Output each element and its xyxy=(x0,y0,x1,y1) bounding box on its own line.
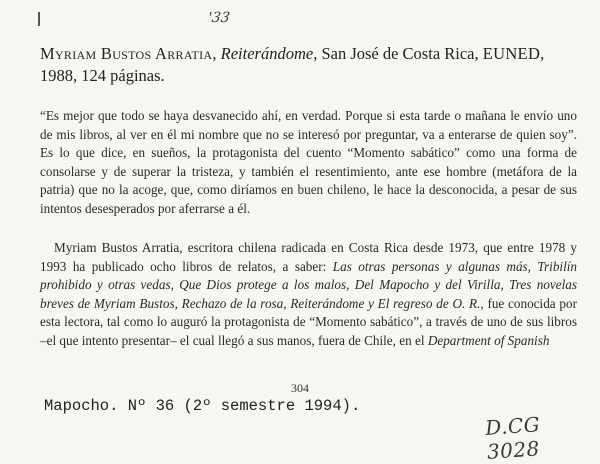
publisher-name: EUNED xyxy=(482,44,541,63)
bibliographic-heading xyxy=(40,43,575,87)
paragraph-2 xyxy=(40,239,577,351)
heading-place: , San José de Costa Rica, xyxy=(313,44,483,63)
handwritten-annotation-top: '33 xyxy=(206,10,231,26)
heading-details: , 1988, 124 páginas. xyxy=(40,44,545,85)
department-name: Department of Spanish xyxy=(427,332,550,348)
journal-footer: Mapocho. Nº 36 (2º semestre 1994). xyxy=(44,397,361,415)
paragraph-1: “Es mejor que todo se haya desvanecido ahí, en verdad. Porque si esta tarde o mañana le envío uno de mis libros, al ver en él mi nombre que no se interesó por preguntar, va a enterarse de quien soy”. Es lo que dice, en sueños, la protagonista del cuento “Momento sabático” como una forma de consolarse y de superar la tristeza, y también el resentimiento, ante ese hombre (metáfora de la patria) que no la acoge, que, como diríamos en buen chileno, le hace la desconocida, a pesar de sus intentos desesperados por aferrarse a él. xyxy=(40,108,577,216)
book-title: Reiterándome xyxy=(220,44,314,63)
paragraph-2-text-b: , fue conocida por esta lectora, tal como lo auguró la protagonista de “Momento sabático”, a través de uno de sus libros –el que intento presentar– el cual llegó a sus manos, fuera de Chile, en el xyxy=(40,295,577,348)
heading-separator: , xyxy=(212,44,221,63)
corner-mark xyxy=(38,12,44,26)
page-number: 304 xyxy=(291,381,309,395)
handwritten-catalog-number: D.CG 3028 xyxy=(484,412,541,464)
paragraph-2-text-a: Myriam Bustos Arratia, escritora chilena radicada en Costa Rica desde 1973, que entre 1978 y 1993 ha publicado ocho libros de relatos, a saber: xyxy=(40,240,577,274)
book-list: Las otras personas y algunas más, Tribilín prohibido y otras vedas, Que Dios protege a los malos, Del Mapocho y del Virilla, Tres novelas breves de Myriam Bustos, Rechazo de la rosa, Reiterándome y El regreso de O. R. xyxy=(40,258,577,311)
author-name: Myriam Bustos Arratia xyxy=(40,44,213,63)
